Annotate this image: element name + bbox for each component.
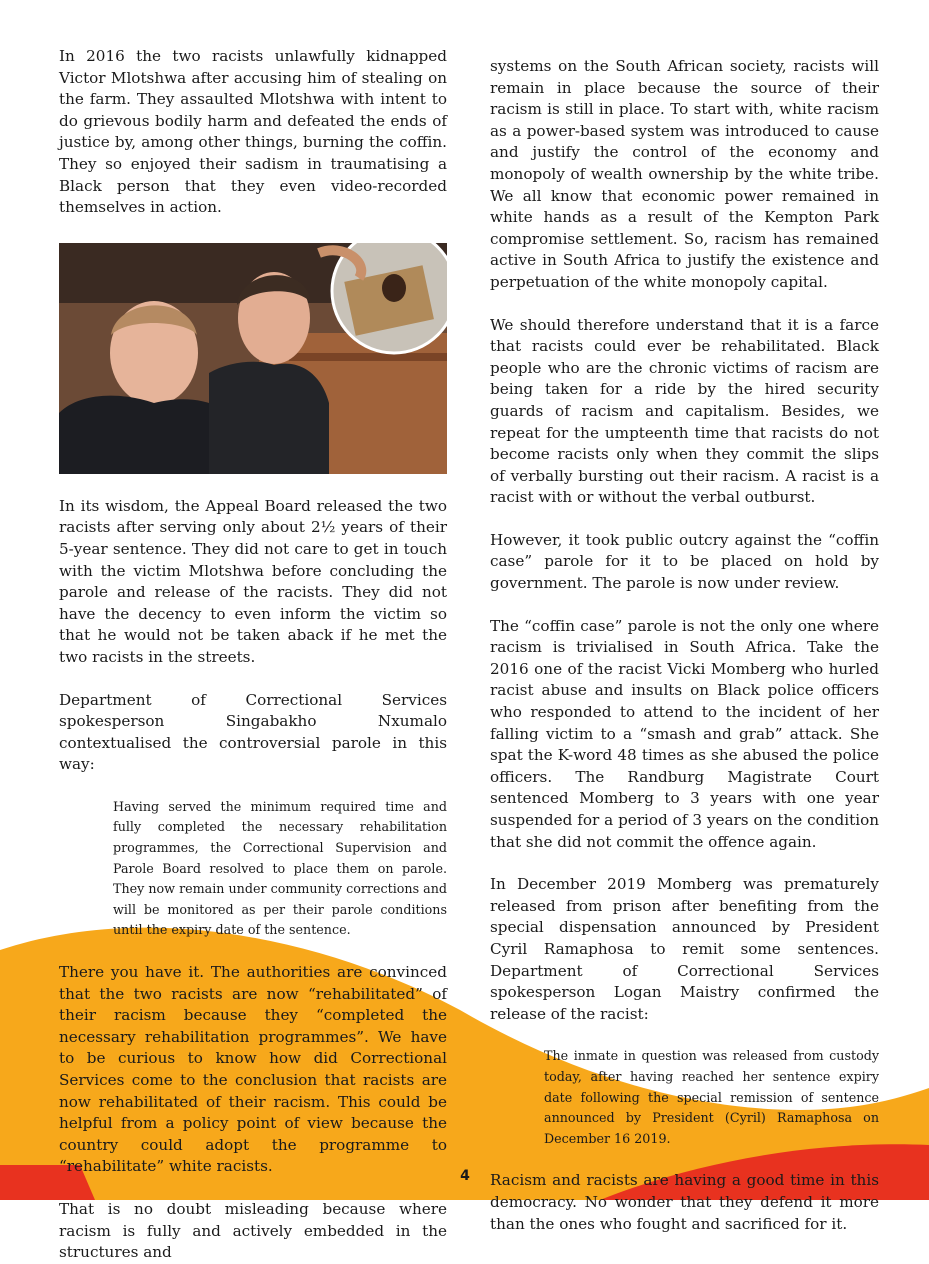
right-paragraph-2: We should therefore understand that it is a farce that racists could ever be rehabilitated. Black people who are the chronic victims of racism are being taken for a ride by the hired security guards of racism and capitalism. Besides, we repeat for the umpteenth time that racists do not become racists only when they commit the slips of verbally bursting out their racism. A racist is a racist with or without the verbal outburst. xyxy=(490,315,879,507)
left-paragraph-3: Department of Correctional Services spokesperson Singabakho Nxumalo contextualised the controversial parole in this way: xyxy=(59,690,447,774)
right-blockquote: The inmate in question was released from custody today, after having reached her sentence expiry date following the special remission of sentence announced by President (Cyril) Ramaphosa on December 16 2019. xyxy=(544,1048,879,1146)
right-paragraph-4: The “coffin case” parole is not the only one where racism is trivialised in South Africa. Take the 2016 one of the racist Vicki Momberg who hurled racist abuse and insults on Black police officers who responded to attend to the incident of her falling victim to a “smash and grab” attack. She spat the K-word 48 times as she abused the police officers. The Randburg Magistrate Court sentenced Momberg to 3 years with one year suspended for a period of 3 years on the condition that she did not commit the offence again. xyxy=(490,616,879,851)
left-paragraph-2: In its wisdom, the Appeal Board released the two racists after serving only about 2½ years of their 5-year sentence. They did not care to get in touch with the victim Mlotshwa before concluding the parole and release of the racists. They did not have the decency to even inform the victim so that he would not be taken aback if he met the two racists in the streets. xyxy=(59,496,447,666)
left-paragraph-4: There you have it. The authorities are convinced that the two racists are now “rehabilitated” of their racism because they “completed the necessary rehabilitation programmes”. We have to be curious to know how did Correctional Services come to the conclusion that racists are now rehabilitated of their racism. This could be helpful from a policy point of view because the country could adopt the programme to “rehabilitate” white racists. xyxy=(59,963,447,1176)
right-paragraph-3: However, it took public outcry against the “coffin case” parole for it to be placed on hold by government. The parole is now under review. xyxy=(490,530,879,593)
left-paragraph-1: In 2016 the two racists unlawfully kidnapped Victor Mlotshwa after accusing him of stealing on the farm. They assaulted Mlotshwa with intent to do grievous bodily harm and defeated the ends of justice by, among other things, burning the coffin. They so enjoyed their sadism in traumatising a Black person that they even video-recorded themselves in action. xyxy=(59,47,447,217)
courtroom-photo xyxy=(59,243,447,474)
left-blockquote: Having served the minimum required time and fully completed the necessary rehabilitation programmes, the Correctional Supervision and Parole Board resolved to place them on parole. They now remain under community corrections and will be monitored as per their parole conditions until the expiry date of the sentence. xyxy=(113,798,447,938)
right-column xyxy=(490,56,879,1235)
right-paragraph-1: systems on the South African society, racists will remain in place because the source of their racism is still in place. To start with, white racism as a power-based system was introduced to cause and justify the control of the economy and monopoly of wealth ownership by the white tribe. We all know that economic power remained in white hands as a result of the Kempton Park compromise settlement. So, racism has remained active in South Africa to justify the existence and perpetuation of the white monopoly capital. xyxy=(490,57,879,291)
right-paragraph-5: In December 2019 Momberg was prematurely released from prison after benefiting from the special dispensation announced by President Cyril Ramaphosa to remit some sentences. Department of Correctional Services spokesperson Logan Maistry confirmed the release of the racist: xyxy=(490,875,879,1023)
page-number: 4 xyxy=(460,1168,470,1184)
left-paragraph-5: That is no doubt misleading because where racism is fully and actively embedded in the structures and xyxy=(59,1199,447,1262)
right-paragraph-6: Racism and racists are having a good time in this democracy. No wonder that they defend it more than the ones who fought and sacrificed for it. xyxy=(490,1171,879,1233)
left-column xyxy=(59,46,447,1264)
